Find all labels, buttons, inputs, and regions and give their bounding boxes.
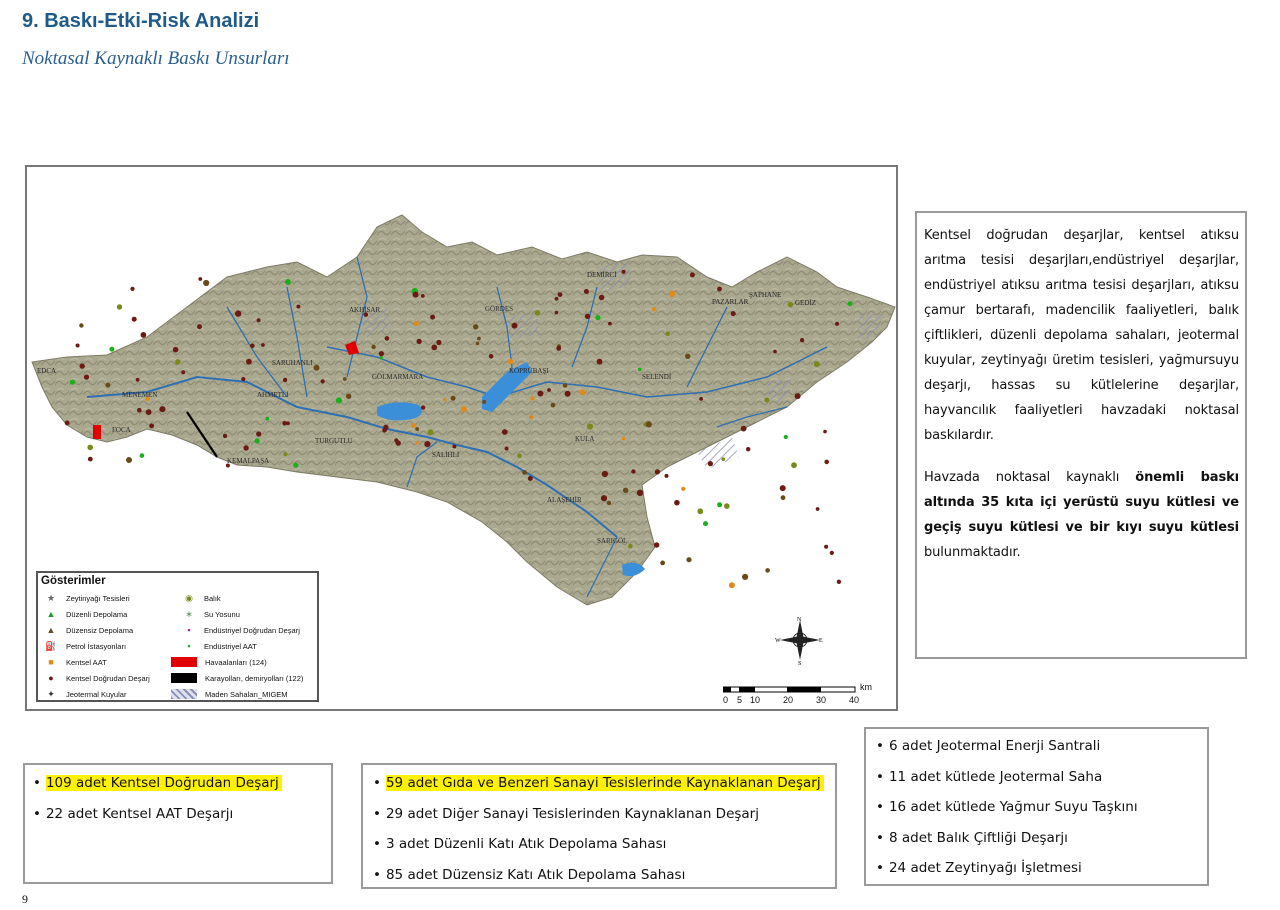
legend-item: ▲ Düzenli Depolama [42, 609, 127, 619]
pressure-point-marker [250, 344, 255, 349]
legend-item: ◉ Balık [180, 593, 221, 604]
pressure-point-marker [314, 365, 320, 371]
pressure-point-marker [243, 445, 248, 450]
legend-item: ⛽ Petrol İstasyonları [42, 641, 126, 652]
pressure-point-marker [296, 305, 300, 309]
pressure-point-marker [637, 490, 643, 496]
pressure-point-marker [522, 470, 527, 475]
pressure-point-marker [343, 377, 347, 381]
pressure-point-marker [283, 452, 287, 456]
pressure-point-marker [235, 310, 241, 316]
pressure-point-marker [293, 463, 298, 468]
pressure-point-marker [555, 297, 559, 301]
place-label: SALİHLİ [432, 451, 460, 459]
pressure-point-marker [731, 311, 736, 316]
legend-item: ● Kentsel Doğrudan Deşarj [42, 673, 150, 683]
fish-icon: ◉ [185, 593, 193, 603]
scale-tick: 0 [723, 695, 729, 705]
pressure-point-marker [417, 339, 422, 344]
pressure-point-marker [565, 391, 571, 397]
place-label: ŞAPHANE [749, 291, 782, 299]
basin-map [25, 165, 898, 711]
place-label: TURGUTLU [315, 437, 353, 445]
pressure-point-marker [159, 406, 165, 412]
pressure-point-marker [655, 469, 660, 474]
pressure-point-marker [346, 394, 351, 399]
pressure-point-marker [136, 378, 140, 382]
place-label: KÖPRÜBAŞI [509, 367, 549, 375]
pressure-point-marker [421, 405, 425, 409]
pressure-point-marker [764, 398, 769, 403]
pressure-point-marker [722, 457, 726, 461]
pressure-point-marker [181, 370, 185, 374]
pressure-point-marker [597, 359, 603, 365]
pressure-point-marker [742, 574, 748, 580]
pressure-point-marker [529, 415, 533, 419]
place-label: SELENDİ [642, 373, 672, 381]
square-green-icon: ▪ [187, 641, 191, 651]
pressure-point-marker [256, 431, 261, 436]
pressure-point-marker [512, 323, 518, 329]
pressure-point-marker [173, 347, 179, 353]
pressure-point-marker [622, 437, 626, 441]
pressure-point-marker [109, 347, 114, 352]
pressure-point-marker [411, 423, 416, 428]
pressure-point-marker [477, 337, 481, 341]
pressure-point-marker [537, 391, 543, 397]
place-label: GÖRDES [485, 305, 514, 313]
pressure-point-marker [379, 351, 384, 356]
black-swatch [171, 673, 197, 683]
pressure-point-marker [88, 457, 93, 462]
pressure-point-marker [241, 377, 245, 381]
pressure-point-marker [141, 332, 147, 338]
scale-tick: 10 [750, 695, 761, 705]
red-swatch [171, 657, 197, 667]
pressure-point-marker [137, 408, 142, 413]
place-label: SARUHANLI [272, 359, 313, 367]
stats-box-urban [23, 763, 333, 884]
place-label: KEMALPAŞA [227, 457, 270, 465]
pressure-point-marker [413, 292, 419, 298]
square-orange-icon: ■ [48, 657, 54, 667]
pressure-point-marker [87, 445, 93, 451]
description-box [915, 211, 1247, 659]
pressure-point-marker [765, 568, 770, 573]
pressure-point-marker [76, 344, 80, 348]
compass-s: S [798, 661, 802, 665]
pressure-point-marker [824, 545, 828, 549]
pressure-point-marker [830, 551, 834, 555]
pressure-point-marker [665, 332, 670, 337]
map-legend [36, 571, 319, 702]
page-title: 9. Baskı-Etki-Risk Analizi [22, 10, 260, 32]
pressure-point-marker [602, 471, 608, 477]
stat-item: • 29 adet Diğer Sanayi Tesislerinden Kaynaklanan Deşarj [373, 799, 835, 830]
dot-darkred-icon: ● [48, 673, 54, 683]
pressure-point-marker [547, 388, 551, 392]
pressure-point-marker [502, 429, 508, 435]
stat-item: • 8 adet Balık Çiftliği Deşarjı [876, 823, 1207, 854]
stat-item: • 22 adet Kentsel AAT Deşarjı [33, 799, 331, 830]
pressure-point-marker [697, 508, 703, 514]
stat-item: • 109 adet Kentsel Doğrudan Deşarj [33, 768, 331, 799]
pressure-point-marker [587, 424, 593, 430]
pressure-point-marker [690, 272, 695, 277]
pressure-point-marker [140, 453, 145, 458]
page-subtitle: Noktasal Kaynaklı Baskı Unsurları [22, 48, 290, 69]
place-label: DEMİRCİ [587, 271, 617, 279]
pressure-point-marker [379, 356, 383, 360]
pressure-point-marker [443, 398, 447, 402]
pressure-point-marker [146, 409, 152, 415]
pressure-point-marker [535, 310, 541, 316]
pressure-point-marker [476, 342, 480, 346]
pressure-point-marker [431, 345, 437, 351]
pressure-point-marker [823, 430, 827, 434]
pressure-point-marker [528, 476, 533, 481]
legend-item: Karayolları, demiryolları (122) [171, 673, 303, 683]
lake [377, 402, 422, 420]
pressure-point-marker [80, 363, 85, 368]
pressure-point-marker [660, 561, 665, 566]
pressure-point-marker [203, 280, 209, 286]
pressure-point-marker [681, 487, 685, 491]
pressure-point-marker [336, 397, 342, 403]
place-label: ALAŞEHİR [547, 496, 582, 504]
pressure-point-marker [835, 322, 839, 326]
pressure-point-marker [724, 503, 730, 509]
pressure-point-marker [451, 396, 456, 401]
place-label: FOCA [112, 426, 131, 434]
scale-tick: 30 [816, 695, 827, 705]
stat-item: • 85 adet Düzensiz Katı Atık Depolama Sahası [373, 860, 835, 891]
pressure-point-marker [321, 379, 325, 383]
compass-e: E [819, 638, 823, 644]
pressure-point-marker [117, 304, 122, 309]
legend-item: ★ Zeytinyağı Tesisleri [42, 593, 130, 604]
pressure-point-marker [563, 383, 567, 387]
pressure-point-marker [70, 380, 75, 385]
pressure-point-marker [585, 314, 590, 319]
pressure-point-marker [654, 542, 659, 547]
place-label: KULA [575, 435, 595, 443]
place-label: GÖLMARMARA [372, 373, 424, 381]
pressure-point-marker [415, 441, 419, 445]
pressure-point-marker [599, 295, 605, 301]
compass-w: W [775, 638, 781, 644]
pressure-point-marker [824, 460, 829, 465]
pressure-point-marker [631, 469, 635, 473]
pressure-point-marker [383, 425, 388, 430]
pressure-point-marker [105, 383, 110, 388]
pressure-point-marker [703, 521, 708, 526]
place-label: SARIGÖL [597, 537, 628, 545]
north-arrow [775, 615, 825, 665]
pressure-point-marker [646, 421, 652, 427]
pressure-point-marker [601, 495, 607, 501]
pressure-point-marker [385, 336, 390, 341]
pressure-point-marker [814, 361, 820, 367]
pressure-point-marker [555, 311, 559, 315]
pressure-point-marker [452, 445, 456, 449]
pressure-point-marker [652, 307, 656, 311]
place-label: PAZARLAR [712, 298, 749, 306]
stat-item: • 6 adet Jeotermal Enerji Santrali [876, 731, 1207, 762]
pressure-point-marker [699, 397, 703, 401]
page-number: 9 [22, 892, 28, 906]
pressure-point-marker [508, 359, 514, 365]
pressure-point-marker [79, 323, 83, 327]
pressure-point-marker [285, 279, 291, 285]
pressure-point-marker [781, 495, 786, 500]
pressure-point-marker [65, 421, 70, 426]
pressure-point-marker [717, 502, 722, 507]
pressure-point-marker [773, 350, 777, 354]
pressure-point-marker [584, 289, 589, 294]
stat-item: • 3 adet Düzenli Katı Atık Depolama Sahası [373, 829, 835, 860]
pressure-point-marker [665, 474, 669, 478]
pressure-point-marker [729, 582, 735, 588]
legend-item: Havaalanları (124) [171, 657, 267, 667]
pressure-point-marker [283, 378, 287, 382]
legend-item: ▪ Endüstriyel AAT [180, 641, 257, 651]
pressure-point-marker [436, 340, 441, 345]
pressure-point-marker [461, 406, 467, 412]
pressure-point-marker [579, 389, 585, 395]
legend-item: ▪ Endüstriyel Doğrudan Deşarj [180, 625, 300, 635]
pressure-point-marker [795, 393, 801, 399]
pressure-point-marker [175, 359, 180, 364]
pressure-point-marker [126, 457, 132, 463]
airport [93, 425, 101, 439]
triangle-green-icon: ▲ [46, 609, 56, 619]
pressure-point-marker [607, 501, 611, 505]
pressure-point-marker [130, 287, 134, 291]
pressure-point-marker [371, 345, 375, 349]
pressure-point-marker [638, 368, 642, 372]
stats-box-industry [361, 763, 837, 889]
place-label: AHMETLİ [257, 391, 289, 399]
pressure-point-marker [608, 322, 612, 326]
pressure-point-marker [556, 346, 561, 351]
scale-bar [723, 682, 873, 708]
pressure-point-marker [517, 454, 522, 459]
pressure-point-marker [132, 317, 137, 322]
pressure-point-marker [623, 488, 628, 493]
algae-icon: ∗ [185, 609, 193, 619]
pressure-point-marker [505, 447, 509, 451]
pressure-point-marker [837, 580, 841, 584]
pressure-point-marker [717, 287, 722, 292]
pressure-point-marker [473, 324, 478, 329]
fuel-icon: ⛽ [45, 641, 57, 651]
pressure-point-marker [254, 438, 259, 443]
stats-box-other [864, 727, 1209, 886]
pressure-point-marker [482, 400, 486, 404]
pressure-point-marker [421, 294, 425, 298]
legend-title: Gösterimler [41, 575, 106, 587]
pressure-point-marker [551, 403, 556, 408]
pressure-point-marker [674, 500, 680, 506]
legend-item: ✦ Jeotermal Kuyular [42, 689, 126, 700]
pressure-point-marker [622, 270, 626, 274]
scale-tick: 40 [849, 695, 860, 705]
place-label: EDCA [37, 367, 57, 375]
pressure-point-marker [816, 507, 820, 511]
pressure-point-marker [394, 438, 398, 442]
pressure-point-marker [489, 354, 494, 359]
legend-item: ■ Kentsel AAT [42, 657, 107, 667]
pressure-point-marker [84, 375, 89, 380]
scale-tick: 5 [737, 695, 743, 705]
compass-n: N [797, 617, 802, 623]
pressure-point-marker [800, 338, 804, 342]
pressure-point-marker [746, 447, 750, 451]
pressure-point-marker [257, 318, 261, 322]
legend-item: ∗ Su Yosunu [180, 609, 240, 620]
pressure-point-marker [780, 485, 786, 491]
pressure-point-marker [558, 292, 563, 297]
pressure-point-marker [415, 427, 419, 431]
pressure-point-marker [428, 429, 434, 435]
scale-tick: 20 [783, 695, 794, 705]
stat-item: • 16 adet kütlede Yağmur Suyu Taşkını [876, 792, 1207, 823]
stat-item: • 59 adet Gıda ve Benzeri Sanayi Tesislerinde Kaynaklanan Deşarj [373, 768, 835, 799]
pressure-point-marker [424, 441, 430, 447]
triangle-brown-icon: ▲ [46, 625, 56, 635]
description-paragraph: Kentsel doğrudan deşarjlar, kentsel atıksu arıtma tesisi deşarjları,endüstriyel deşarjlar, endüstriyel atıksu arıtma tesisi deşarjları, atıksu çamur bertarafı, madencilik faaliyetleri, balık çiftlikleri, düzenli depolama sahaları, jeotermal kuyular, zeytinyağı üretim tesisleri, yağmursuyu deşarjı, hassas su kütlelerine deşarjlar, hayvancılık faaliyetleri havzadaki noktasal baskılardır. [924, 228, 1239, 443]
star-icon: ★ [46, 593, 56, 603]
place-label: MENEMEN [122, 391, 158, 399]
legend-item: Maden Sahaları_MIGEM [171, 689, 288, 699]
hatch-swatch [171, 689, 197, 699]
pressure-point-marker [685, 354, 690, 359]
place-label: GEDİZ [795, 299, 816, 307]
pressure-point-marker [530, 396, 534, 400]
pressure-point-marker [265, 417, 269, 421]
pressure-point-marker [784, 435, 788, 439]
pressure-point-marker [686, 557, 691, 562]
pressure-point-marker [848, 301, 853, 306]
square-magenta-icon: ▪ [187, 625, 191, 635]
plus-icon: ✦ [47, 689, 55, 699]
pressure-point-marker [223, 434, 227, 438]
scale-unit: km [860, 682, 872, 692]
pressure-point-marker [791, 462, 797, 468]
description-summary: Havzada noktasal kaynaklı önemli baskı altında 35 kıta içi yerüstü suyu kütlesi ve geçiş suyu kütlesi ve bir kıyı suyu kütlesi bulunmaktadır. [924, 470, 1239, 560]
pressure-point-marker [282, 421, 287, 426]
pressure-point-marker [414, 321, 419, 326]
pressure-point-marker [669, 291, 675, 297]
pressure-point-marker [198, 277, 202, 281]
pressure-point-marker [788, 302, 794, 308]
pressure-point-marker [430, 315, 435, 320]
pressure-point-marker [595, 315, 600, 320]
pressure-point-marker [708, 461, 713, 466]
legend-item: ▲ Düzensiz Depolama [42, 625, 133, 635]
stat-item: • 24 adet Zeytinyağı İşletmesi [876, 853, 1207, 884]
stat-item: • 11 adet kütlede Jeotermal Saha [876, 762, 1207, 793]
pressure-point-marker [197, 324, 202, 329]
place-label: AKHİSAR [349, 306, 381, 314]
pressure-point-marker [149, 424, 154, 429]
pressure-point-marker [628, 544, 633, 549]
pressure-point-marker [246, 359, 252, 365]
pressure-point-marker [741, 426, 747, 432]
pressure-point-marker [261, 343, 265, 347]
